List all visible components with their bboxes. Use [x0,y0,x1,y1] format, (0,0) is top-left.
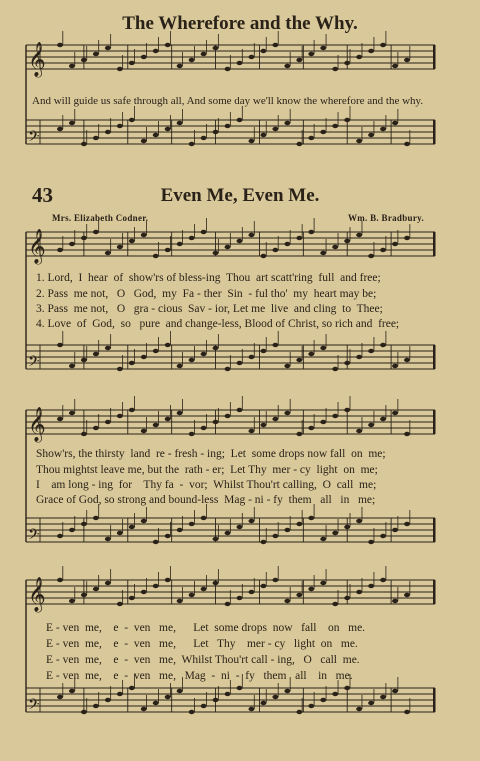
chorus-line-4: E - ven me, e - ven me, Mag - ni - fy them all in me. [46,670,353,682]
svg-text:𝄢: 𝄢 [28,128,40,149]
previous-hymn-lyric: And will guide us safe through all, And some day we'll know the wherefore and the why. [32,95,424,107]
hymn-title: Even Me, Even Me. [160,185,320,206]
svg-text:𝄞: 𝄞 [28,577,46,612]
chorus-line-1: E - ven me, e - ven me, Let some drops now fall on me. [46,622,366,634]
composer-credit: Wm. B. Bradbury. [347,213,424,223]
verse-line-1: 1. Lord, I hear of show'rs of bless-ing Thou art scatt'ring full and free; [36,272,381,284]
verse-b-line-1: Show'rs, the thirsty land re - fresh - ing; Let some drops now fall on me; [36,448,386,460]
svg-text:𝄞: 𝄞 [28,229,46,264]
svg-text:𝄞: 𝄞 [28,42,46,77]
svg-text:𝄢: 𝄢 [28,696,40,717]
verse-b-line-2: Thou mightst leave me, but the rath - er; Let Thy mer - cy light on me; [36,464,378,476]
previous-hymn-title: The Wherefore and the Why. [122,13,358,34]
svg-text:𝄢: 𝄢 [28,526,40,547]
chorus-line-3: E - ven me, e - ven me, Whilst Thou'rt call - ing, O call me. [46,654,360,666]
hymn-number: 43 [32,183,53,207]
verse-b-line-4: Grace of God, so strong and bound-less Mag - ni - fy them all in me; [36,494,376,506]
svg-text:𝄞: 𝄞 [28,407,46,442]
verse-line-4: 4. Love of God, so pure and change-less, Blood of Christ, so rich and free; [36,318,400,330]
svg-text:𝄢: 𝄢 [28,353,40,374]
verse-line-2: 2. Pass me not, O God, my Fa - ther Sin - ful tho' my heart may be; [36,288,377,300]
chorus-line-2: E - ven me, e - ven me, Let Thy mer - cy light on me. [46,638,358,650]
author-credit: Mrs. Elizabeth Codner. [52,213,149,223]
verse-b-line-3: I am long - ing for Thy fa - vor; Whilst Thou'rt calling, O call me; [36,479,377,491]
verse-line-3: 3. Pass me not, O gra - cious Sav - ior, Let me live and cling to Thee; [36,303,383,315]
